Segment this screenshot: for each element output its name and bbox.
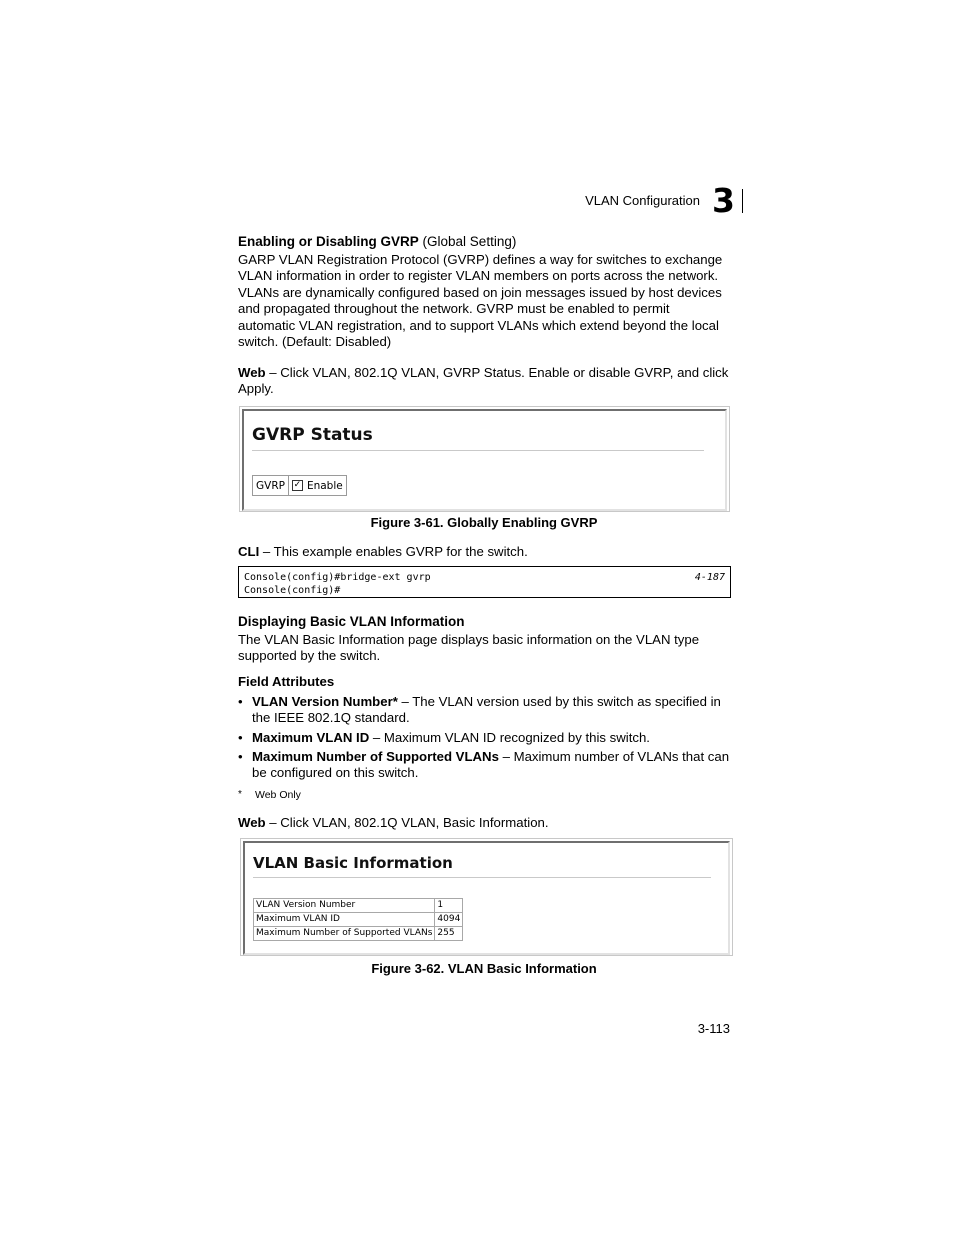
row-label: Maximum VLAN ID <box>254 913 435 927</box>
basic-info-web-instruction <box>238 815 730 831</box>
gvrp-enable-label: Enable <box>306 479 343 492</box>
cli-label: CLI <box>238 544 260 559</box>
gvrp-heading-bold: Enabling or Disabling GVRP <box>238 234 419 249</box>
cli-code-block <box>238 566 731 598</box>
bullet-term: VLAN Version Number* <box>252 694 398 709</box>
gvrp-enable-control[interactable] <box>289 476 346 495</box>
web-label: Web <box>238 815 266 830</box>
page-number: 3-113 <box>697 1021 730 1036</box>
row-value: 4094 <box>435 913 463 927</box>
row-label: Maximum Number of Supported VLANs <box>254 927 435 941</box>
title-rule <box>253 877 711 878</box>
gvrp-paragraph: GARP VLAN Registration Protocol (GVRP) defines a way for switches to exchange VLAN information in order to register VLAN members on ports across the network. VLANs are dynamically configured based on join messages issued by host devices and propagated throughout the network. GVRP must be enabled to permit automatic VLAN registration, and to support VLANs which extend beyond the local switch. (Default: Disabled) <box>238 252 723 350</box>
web-instruction-text: – Click VLAN, 802.1Q VLAN, GVRP Status. Enable or disable GVRP, and click Apply. <box>238 365 729 397</box>
bullet-term: Maximum Number of Supported VLANs <box>252 749 499 764</box>
table-row <box>254 899 463 913</box>
basic-info-paragraph: The VLAN Basic Information page displays basic information on the VLAN type supported by the switch. <box>238 632 700 664</box>
row-value: 1 <box>435 899 463 913</box>
vlan-basic-info-title: VLAN Basic Information <box>253 854 453 872</box>
gvrp-field-label: GVRP <box>253 476 289 495</box>
bullet-desc: – Maximum VLAN ID recognized by this switch. <box>369 730 650 745</box>
web-label: Web <box>238 365 266 380</box>
bullet-desc: – The VLAN version used by this switch as specified in the IEEE 802.1Q standard. <box>252 694 721 726</box>
row-value: 255 <box>435 927 463 941</box>
code-line: Console(config)# <box>244 585 341 596</box>
vlan-basic-info-panel <box>243 841 730 955</box>
cli-instruction-text: – This example enables GVRP for the switch. <box>259 544 528 559</box>
title-rule <box>252 450 704 451</box>
gvrp-field <box>252 475 347 496</box>
basic-info-heading: Displaying Basic VLAN Information <box>238 614 465 629</box>
bullet-desc: – Maximum number of VLANs that can be configured on this switch. <box>252 749 730 781</box>
figure-61-caption: Figure 3-61. Globally Enabling GVRP <box>370 515 598 530</box>
row-label: VLAN Version Number <box>254 899 435 913</box>
figure-62-caption: Figure 3-62. VLAN Basic Information <box>371 961 597 976</box>
code-line: Console(config)#bridge-ext gvrp <box>244 572 431 583</box>
table-row <box>254 927 463 941</box>
footnote-mark: * <box>238 789 242 800</box>
web-instruction-text: – Click VLAN, 802.1Q VLAN, Basic Information. <box>265 815 549 830</box>
chapter-number: 3 <box>712 181 734 220</box>
command-reference: 4-187 <box>694 572 725 583</box>
bullet-mark: • <box>238 749 243 764</box>
gvrp-web-instruction <box>238 365 730 398</box>
running-header: VLAN Configuration <box>585 193 700 208</box>
gvrp-heading-suffix: (Global Setting) <box>418 234 517 249</box>
table-row <box>254 913 463 927</box>
list-item <box>252 749 732 782</box>
gvrp-status-title: GVRP Status <box>252 425 373 445</box>
bullet-mark: • <box>238 730 243 745</box>
gvrp-enable-checkbox[interactable]: ✓ <box>293 480 302 490</box>
bullet-mark: • <box>238 694 243 709</box>
gvrp-status-screenshot <box>239 406 730 512</box>
header-divider <box>742 189 743 213</box>
gvrp-status-panel <box>242 409 727 511</box>
vlan-basic-info-table <box>253 898 463 941</box>
cli-instruction <box>238 544 730 560</box>
vlan-basic-info-screenshot <box>240 838 733 956</box>
field-attributes-heading: Field Attributes <box>238 674 335 689</box>
footnote-text: Web Only <box>255 789 301 801</box>
list-item <box>252 730 732 746</box>
list-item <box>252 694 732 727</box>
bullet-term: Maximum VLAN ID <box>252 730 370 745</box>
gvrp-heading <box>238 234 516 250</box>
